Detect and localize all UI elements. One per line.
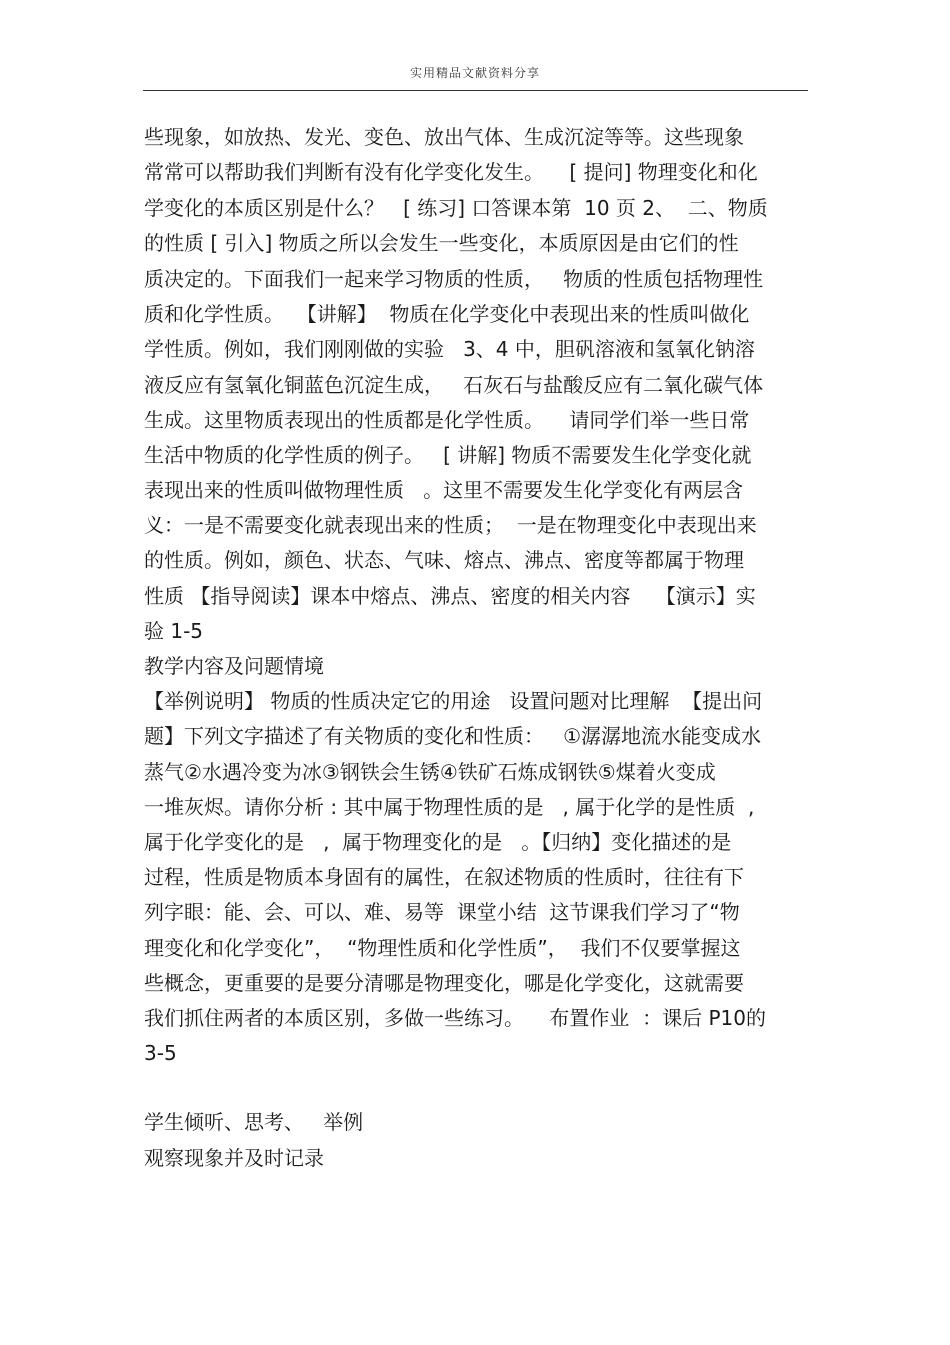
text-line: 表现出来的性质叫做物理性质 。这里不需要发生化学变化有两层含: [144, 478, 744, 502]
text-line: 【举例说明】 物质的性质决定它的用途 设置问题对比理解 【提出问: [144, 689, 763, 713]
section-heading: 教学内容及问题情境: [144, 654, 324, 678]
text-line: 质和化学性质。 【讲解】 物质在化学变化中表现出来的性质叫做化: [144, 302, 750, 326]
text-line: 理变化和化学变化”， “物理性质和化学性质”， 我们不仅要掌握这: [144, 936, 741, 960]
text-line: 的性质。例如，颜色、状态、气味、熔点、沸点、密度等都属于物理: [144, 548, 744, 572]
header-divider: [143, 90, 808, 91]
text-line: 生成。这里物质表现出的性质都是化学性质。 请同学们举一些日常: [144, 408, 750, 432]
text-line: 常常可以帮助我们判断有没有化学变化发生。 [ 提问] 物理变化和化: [144, 160, 758, 184]
text-line: 义：一是不需要变化就表现出来的性质； 一是在物理变化中表现出来: [144, 513, 757, 537]
text-line: 观察现象并及时记录: [144, 1146, 324, 1170]
text-line: 学性质。例如，我们刚刚做的实验 3、4 中，胆矾溶液和氢氧化钠溶: [144, 337, 755, 361]
text-line: 液反应有氢氧化铜蓝色沉淀生成， 石灰石与盐酸反应有二氧化碳气体: [144, 373, 764, 397]
text-line: 过程，性质是物质本身固有的属性，在叙述物质的性质时，往往有下: [144, 865, 744, 889]
text-line: 属于化学变化的是 , 属于物理变化的是 。【归纳】变化描述的是: [144, 830, 732, 854]
text-line: 些现象，如放热、发光、变色、放出气体、生成沉淀等等。这些现象: [144, 125, 744, 149]
text-line: 蒸气②水遇冷变为冰③钢铁会生锈④铁矿石炼成钢铁⑤煤着火变成: [144, 760, 716, 784]
text-line: 生活中物质的化学性质的例子。 [ 讲解] 物质不需要发生化学变化就: [144, 443, 752, 467]
text-line: 我们抓住两者的本质区别，多做一些练习。 布置作业 ：课后 P10的: [144, 1006, 767, 1030]
text-line: 性质 【指导阅读】课本中熔点、沸点、密度的相关内容 【演示】实: [144, 584, 756, 608]
text-line: 质决定的。下面我们一起来学习物质的性质， 物质的性质包括物理性: [144, 267, 764, 291]
text-line: 3-5: [144, 1041, 177, 1065]
text-line: 验 1-5: [144, 619, 204, 643]
page-header-title: 实用精品文献资料分享: [409, 66, 540, 80]
text-line: 学生倾听、思考、 举例: [144, 1110, 364, 1134]
text-line: 一堆灰烬。请你分析 : 其中属于物理性质的是 , 属于化学的是性质 ,: [144, 795, 755, 819]
text-line: 的性质 [ 引入] 物质之所以会发生一些变化，本质原因是由它们的性: [144, 231, 739, 255]
text-line: 题】下列文字描述了有关物质的变化和性质： ①潺潺地流水能变成水: [144, 724, 762, 748]
text-line: 列字眼：能、会、可以、难、易等 课堂小结 这节课我们学习了“物: [144, 900, 740, 924]
text-line: 学变化的本质区别是什么？ [ 练习] 口答课本第 10 页 2、 二、物质: [144, 196, 768, 220]
text-line: 些概念，更重要的是要分清哪是物理变化，哪是化学变化，这就需要: [144, 971, 744, 995]
